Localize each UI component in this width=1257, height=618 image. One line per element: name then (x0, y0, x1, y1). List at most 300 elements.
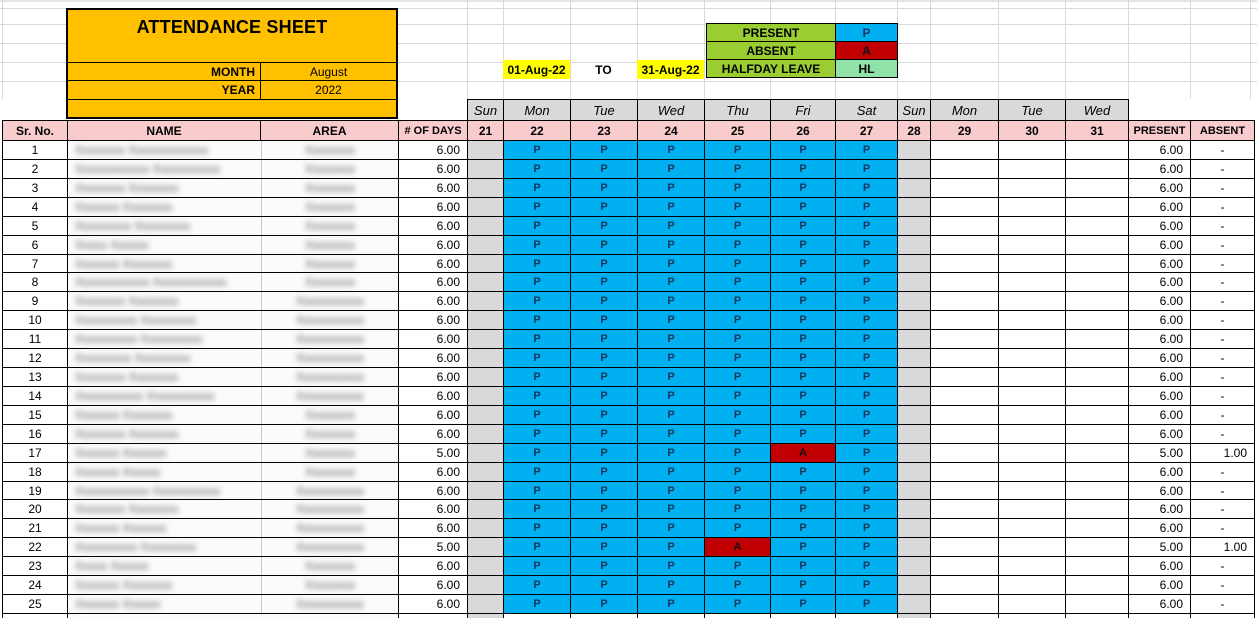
attendance-mark-cell[interactable]: P (503, 367, 571, 387)
column-header-area[interactable]: AREA (260, 120, 399, 141)
sr-cell[interactable]: 12 (2, 348, 68, 368)
weekend-cell[interactable] (897, 216, 931, 236)
empty-day-cell[interactable] (998, 575, 1066, 595)
empty-day-cell[interactable] (930, 329, 999, 349)
sr-cell[interactable]: 7 (2, 254, 68, 273)
attendance-mark-cell[interactable]: P (704, 254, 771, 273)
attendance-mark-cell[interactable]: P (637, 594, 705, 614)
name-area-cell[interactable] (67, 197, 399, 217)
absent-total-cell[interactable]: - (1190, 481, 1255, 500)
empty-day-cell[interactable] (998, 405, 1066, 425)
day-name-cell[interactable]: Tue (570, 99, 638, 121)
attendance-mark-cell[interactable]: P (770, 159, 836, 179)
attendance-mark-cell[interactable]: P (704, 197, 771, 217)
attendance-mark-cell[interactable]: P (637, 462, 705, 482)
name-area-cell[interactable] (67, 443, 399, 463)
weekend-cell[interactable] (467, 235, 504, 255)
name-area-cell[interactable] (67, 537, 399, 557)
attendance-mark-cell[interactable]: P (770, 575, 836, 595)
attendance-mark-cell[interactable]: P (503, 575, 571, 595)
sr-cell[interactable]: 23 (2, 556, 68, 576)
weekend-cell[interactable] (897, 291, 931, 311)
absent-total-cell[interactable]: - (1190, 518, 1255, 538)
name-area-cell[interactable] (67, 216, 399, 236)
attendance-mark-cell[interactable]: P (704, 443, 771, 463)
sr-cell[interactable]: 10 (2, 310, 68, 330)
sr-cell[interactable]: 4 (2, 197, 68, 217)
absent-total-cell[interactable]: - (1190, 424, 1255, 444)
present-total-cell[interactable]: 6.00 (1128, 405, 1191, 425)
month-value-cell[interactable]: August (309, 64, 348, 79)
attendance-mark-cell[interactable]: P (570, 235, 638, 255)
attendance-mark-cell[interactable]: P (770, 367, 836, 387)
empty-day-cell[interactable] (930, 178, 999, 198)
attendance-mark-cell[interactable]: P (503, 216, 571, 236)
year-label-cell[interactable]: YEAR (68, 81, 261, 99)
attendance-mark-cell[interactable]: P (570, 405, 638, 425)
attendance-mark-cell[interactable]: P (770, 386, 836, 406)
attendance-mark-cell[interactable]: A (770, 443, 836, 463)
day-number-cell[interactable]: 22 (503, 120, 571, 141)
attendance-mark-cell[interactable]: P (637, 235, 705, 255)
empty-day-cell[interactable] (998, 481, 1066, 500)
weekend-cell[interactable] (467, 537, 504, 557)
days-cell[interactable]: 6.00 (398, 424, 468, 444)
attendance-mark-cell[interactable]: P (704, 178, 771, 198)
attendance-mark-cell[interactable]: P (637, 329, 705, 349)
attendance-mark-cell[interactable]: P (637, 537, 705, 557)
absent-total-cell[interactable]: - (1190, 556, 1255, 576)
name-area-cell[interactable] (67, 424, 399, 444)
attendance-mark-cell[interactable]: P (637, 424, 705, 444)
weekend-cell[interactable] (897, 405, 931, 425)
sr-cell[interactable]: 9 (2, 291, 68, 311)
attendance-mark-cell[interactable]: P (637, 575, 705, 595)
name-area-cell[interactable] (67, 613, 399, 618)
attendance-mark-cell[interactable]: P (770, 272, 836, 292)
weekend-cell[interactable] (897, 537, 931, 557)
empty-day-cell[interactable] (930, 272, 999, 292)
sr-cell[interactable]: 13 (2, 367, 68, 387)
attendance-mark-cell[interactable]: P (570, 216, 638, 236)
days-cell[interactable]: 5.00 (398, 443, 468, 463)
date-start-cell[interactable]: 01-Aug-22 (503, 60, 570, 79)
empty-day-cell[interactable] (1065, 613, 1129, 618)
weekend-cell[interactable] (897, 424, 931, 444)
attendance-mark-cell[interactable]: P (637, 291, 705, 311)
sr-cell[interactable]: 6 (2, 235, 68, 255)
attendance-mark-cell[interactable]: P (503, 291, 571, 311)
empty-day-cell[interactable] (1065, 424, 1129, 444)
attendance-mark-cell[interactable]: P (570, 348, 638, 368)
days-cell[interactable]: 6.00 (398, 594, 468, 614)
sr-cell[interactable]: 18 (2, 462, 68, 482)
attendance-mark-cell[interactable]: P (704, 424, 771, 444)
empty-day-cell[interactable] (930, 386, 999, 406)
present-total-cell[interactable]: 6.00 (1128, 481, 1191, 500)
empty-day-cell[interactable] (1065, 159, 1129, 179)
column-header-name[interactable]: NAME (67, 120, 261, 141)
empty-day-cell[interactable] (998, 310, 1066, 330)
absent-total-cell[interactable]: - (1190, 575, 1255, 595)
empty-day-cell[interactable] (1065, 556, 1129, 576)
attendance-mark-cell[interactable]: P (704, 310, 771, 330)
weekend-cell[interactable] (897, 481, 931, 500)
column-header-absent[interactable]: ABSENT (1190, 120, 1255, 141)
empty-day-cell[interactable] (998, 329, 1066, 349)
name-area-cell[interactable] (67, 348, 399, 368)
weekend-cell[interactable] (467, 462, 504, 482)
attendance-mark-cell[interactable]: P (835, 216, 898, 236)
attendance-mark-cell[interactable]: P (835, 272, 898, 292)
weekend-cell[interactable] (467, 272, 504, 292)
empty-day-cell[interactable] (1065, 272, 1129, 292)
attendance-mark-cell[interactable]: P (637, 140, 705, 160)
days-cell[interactable]: 6.00 (398, 329, 468, 349)
column-header-sr[interactable]: Sr. No. (2, 120, 68, 141)
absent-total-cell[interactable]: - (1190, 254, 1255, 273)
attendance-mark-cell[interactable]: P (770, 537, 836, 557)
attendance-mark-cell[interactable]: P (637, 159, 705, 179)
attendance-mark-cell[interactable]: P (704, 481, 771, 500)
empty-day-cell[interactable] (930, 310, 999, 330)
empty-day-cell[interactable] (930, 462, 999, 482)
sr-cell[interactable]: 5 (2, 216, 68, 236)
weekend-cell[interactable] (897, 329, 931, 349)
weekend-cell[interactable] (897, 443, 931, 463)
name-area-cell[interactable] (67, 140, 399, 160)
empty-day-cell[interactable] (1065, 462, 1129, 482)
empty-day-cell[interactable] (998, 254, 1066, 273)
name-area-cell[interactable] (67, 291, 399, 311)
empty-day-cell[interactable] (930, 367, 999, 387)
weekend-cell[interactable] (467, 367, 504, 387)
weekend-cell[interactable] (467, 613, 504, 618)
day-name-cell[interactable]: Tue (998, 99, 1066, 121)
attendance-mark-cell[interactable]: P (835, 140, 898, 160)
attendance-mark-cell[interactable]: P (704, 329, 771, 349)
absent-total-cell[interactable]: 1.00 (1190, 537, 1255, 557)
name-area-cell[interactable] (67, 329, 399, 349)
attendance-mark-cell[interactable]: P (637, 367, 705, 387)
attendance-mark-cell[interactable]: P (704, 575, 771, 595)
empty-day-cell[interactable] (1065, 216, 1129, 236)
sr-cell[interactable]: 14 (2, 386, 68, 406)
month-label-cell[interactable]: MONTH (68, 63, 261, 80)
attendance-mark-cell[interactable]: P (503, 348, 571, 368)
present-total-cell[interactable]: 6.00 (1128, 159, 1191, 179)
days-cell[interactable]: 6.00 (398, 216, 468, 236)
empty-day-cell[interactable] (998, 178, 1066, 198)
day-name-cell[interactable]: Mon (930, 99, 999, 121)
empty-day-cell[interactable] (770, 613, 836, 618)
days-cell[interactable] (398, 613, 468, 618)
name-area-cell[interactable] (67, 556, 399, 576)
empty-day-cell[interactable] (1065, 197, 1129, 217)
legend-halfday-code[interactable]: HL (835, 59, 898, 78)
empty-day-cell[interactable] (930, 140, 999, 160)
days-cell[interactable]: 6.00 (398, 386, 468, 406)
attendance-mark-cell[interactable]: P (503, 462, 571, 482)
weekend-cell[interactable] (467, 291, 504, 311)
weekend-cell[interactable] (897, 386, 931, 406)
empty-day-cell[interactable] (1065, 310, 1129, 330)
attendance-mark-cell[interactable]: P (835, 348, 898, 368)
attendance-mark-cell[interactable]: P (503, 499, 571, 519)
empty-day-cell[interactable] (930, 235, 999, 255)
attendance-mark-cell[interactable]: P (503, 310, 571, 330)
attendance-mark-cell[interactable]: P (637, 481, 705, 500)
column-header-days[interactable]: # OF DAYS (398, 120, 468, 141)
column-header-present[interactable]: PRESENT (1128, 120, 1191, 141)
attendance-mark-cell[interactable]: P (835, 159, 898, 179)
name-area-cell[interactable] (67, 159, 399, 179)
attendance-mark-cell[interactable]: P (570, 159, 638, 179)
empty-day-cell[interactable] (1065, 329, 1129, 349)
days-cell[interactable]: 5.00 (398, 537, 468, 557)
attendance-mark-cell[interactable]: P (835, 575, 898, 595)
attendance-mark-cell[interactable]: P (770, 310, 836, 330)
attendance-mark-cell[interactable]: P (835, 424, 898, 444)
attendance-mark-cell[interactable]: P (503, 197, 571, 217)
attendance-mark-cell[interactable]: P (704, 518, 771, 538)
present-total-cell[interactable]: 6.00 (1128, 556, 1191, 576)
legend-absent-code[interactable]: A (835, 41, 898, 60)
empty-day-cell[interactable] (930, 481, 999, 500)
days-cell[interactable]: 6.00 (398, 197, 468, 217)
attendance-mark-cell[interactable]: P (637, 499, 705, 519)
attendance-mark-cell[interactable]: P (704, 499, 771, 519)
attendance-mark-cell[interactable]: P (637, 556, 705, 576)
empty-day-cell[interactable] (998, 613, 1066, 618)
empty-day-cell[interactable] (1065, 235, 1129, 255)
attendance-mark-cell[interactable]: P (503, 424, 571, 444)
name-area-cell[interactable] (67, 594, 399, 614)
absent-total-cell[interactable]: - (1190, 140, 1255, 160)
attendance-mark-cell[interactable]: P (637, 386, 705, 406)
attendance-mark-cell[interactable]: P (503, 235, 571, 255)
present-total-cell[interactable]: 6.00 (1128, 575, 1191, 595)
attendance-mark-cell[interactable]: P (704, 367, 771, 387)
present-total-cell[interactable]: 6.00 (1128, 329, 1191, 349)
empty-day-cell[interactable] (998, 537, 1066, 557)
weekend-cell[interactable] (897, 272, 931, 292)
attendance-mark-cell[interactable]: P (704, 159, 771, 179)
empty-day-cell[interactable] (1065, 140, 1129, 160)
day-number-cell[interactable]: 27 (835, 120, 898, 141)
attendance-mark-cell[interactable]: P (570, 462, 638, 482)
day-name-cell[interactable]: Mon (503, 99, 571, 121)
attendance-mark-cell[interactable]: P (770, 291, 836, 311)
name-area-cell[interactable] (67, 405, 399, 425)
empty-day-cell[interactable] (998, 216, 1066, 236)
weekend-cell[interactable] (467, 310, 504, 330)
attendance-mark-cell[interactable]: P (637, 197, 705, 217)
attendance-mark-cell[interactable]: P (770, 329, 836, 349)
weekend-cell[interactable] (897, 575, 931, 595)
date-end-cell[interactable]: 31-Aug-22 (637, 60, 704, 79)
absent-total-cell[interactable]: - (1190, 178, 1255, 198)
absent-total-cell[interactable]: - (1190, 329, 1255, 349)
empty-day-cell[interactable] (930, 424, 999, 444)
attendance-mark-cell[interactable]: P (570, 329, 638, 349)
empty-day-cell[interactable] (998, 140, 1066, 160)
name-area-cell[interactable] (67, 178, 399, 198)
empty-day-cell[interactable] (1065, 537, 1129, 557)
attendance-mark-cell[interactable]: P (570, 481, 638, 500)
empty-day-cell[interactable] (503, 613, 571, 618)
empty-day-cell[interactable] (704, 613, 771, 618)
sr-cell[interactable] (2, 613, 68, 618)
attendance-mark-cell[interactable]: P (637, 348, 705, 368)
present-total-cell[interactable]: 6.00 (1128, 140, 1191, 160)
empty-day-cell[interactable] (998, 348, 1066, 368)
empty-day-cell[interactable] (998, 272, 1066, 292)
attendance-mark-cell[interactable]: P (704, 291, 771, 311)
attendance-mark-cell[interactable]: A (704, 537, 771, 557)
empty-day-cell[interactable] (1190, 613, 1255, 618)
attendance-mark-cell[interactable]: P (835, 235, 898, 255)
attendance-mark-cell[interactable]: P (637, 216, 705, 236)
day-name-cell[interactable]: Thu (704, 99, 771, 121)
attendance-mark-cell[interactable]: P (570, 499, 638, 519)
sr-cell[interactable]: 2 (2, 159, 68, 179)
weekend-cell[interactable] (467, 424, 504, 444)
weekend-cell[interactable] (897, 594, 931, 614)
attendance-mark-cell[interactable]: P (770, 481, 836, 500)
absent-total-cell[interactable]: - (1190, 594, 1255, 614)
empty-day-cell[interactable] (1065, 499, 1129, 519)
empty-day-cell[interactable] (998, 462, 1066, 482)
empty-day-cell[interactable] (998, 197, 1066, 217)
empty-day-cell[interactable] (930, 613, 999, 618)
weekend-cell[interactable] (897, 310, 931, 330)
day-number-cell[interactable]: 23 (570, 120, 638, 141)
attendance-mark-cell[interactable]: P (503, 443, 571, 463)
weekend-cell[interactable] (897, 197, 931, 217)
days-cell[interactable]: 6.00 (398, 291, 468, 311)
attendance-mark-cell[interactable]: P (570, 254, 638, 273)
attendance-mark-cell[interactable]: P (637, 178, 705, 198)
attendance-mark-cell[interactable]: P (570, 424, 638, 444)
present-total-cell[interactable]: 6.00 (1128, 254, 1191, 273)
sr-cell[interactable]: 3 (2, 178, 68, 198)
weekend-cell[interactable] (897, 462, 931, 482)
weekend-cell[interactable] (467, 254, 504, 273)
empty-day-cell[interactable] (1065, 405, 1129, 425)
legend-present-label[interactable]: PRESENT (706, 23, 836, 42)
days-cell[interactable]: 6.00 (398, 348, 468, 368)
weekend-cell[interactable] (467, 159, 504, 179)
sr-cell[interactable]: 21 (2, 518, 68, 538)
weekend-cell[interactable] (467, 405, 504, 425)
weekend-cell[interactable] (897, 518, 931, 538)
empty-day-cell[interactable] (930, 499, 999, 519)
day-number-cell[interactable]: 26 (770, 120, 836, 141)
present-total-cell[interactable]: 6.00 (1128, 499, 1191, 519)
empty-day-cell[interactable] (930, 405, 999, 425)
sr-cell[interactable]: 22 (2, 537, 68, 557)
attendance-mark-cell[interactable]: P (704, 140, 771, 160)
day-name-cell[interactable]: Wed (1065, 99, 1129, 121)
absent-total-cell[interactable]: 1.00 (1190, 443, 1255, 463)
attendance-mark-cell[interactable]: P (835, 291, 898, 311)
empty-day-cell[interactable] (1065, 254, 1129, 273)
attendance-mark-cell[interactable]: P (503, 140, 571, 160)
sr-cell[interactable]: 20 (2, 499, 68, 519)
attendance-mark-cell[interactable]: P (570, 291, 638, 311)
weekend-cell[interactable] (467, 443, 504, 463)
day-number-cell[interactable]: 29 (930, 120, 999, 141)
attendance-mark-cell[interactable]: P (704, 216, 771, 236)
weekend-cell[interactable] (897, 499, 931, 519)
empty-day-cell[interactable] (930, 594, 999, 614)
attendance-mark-cell[interactable]: P (570, 178, 638, 198)
empty-day-cell[interactable] (998, 291, 1066, 311)
empty-day-cell[interactable] (930, 216, 999, 236)
attendance-mark-cell[interactable]: P (770, 424, 836, 444)
name-area-cell[interactable] (67, 481, 399, 500)
attendance-mark-cell[interactable]: P (835, 367, 898, 387)
attendance-mark-cell[interactable]: P (835, 178, 898, 198)
attendance-mark-cell[interactable]: P (704, 348, 771, 368)
attendance-mark-cell[interactable]: P (637, 310, 705, 330)
attendance-mark-cell[interactable]: P (835, 443, 898, 463)
absent-total-cell[interactable]: - (1190, 462, 1255, 482)
absent-total-cell[interactable]: - (1190, 235, 1255, 255)
attendance-mark-cell[interactable]: P (503, 178, 571, 198)
absent-total-cell[interactable]: - (1190, 348, 1255, 368)
weekend-cell[interactable] (467, 556, 504, 576)
weekend-cell[interactable] (467, 594, 504, 614)
attendance-mark-cell[interactable]: P (570, 575, 638, 595)
attendance-mark-cell[interactable]: P (770, 405, 836, 425)
day-number-cell[interactable]: 31 (1065, 120, 1129, 141)
weekend-cell[interactable] (467, 575, 504, 595)
empty-day-cell[interactable] (1065, 178, 1129, 198)
name-area-cell[interactable] (67, 272, 399, 292)
attendance-mark-cell[interactable]: P (770, 216, 836, 236)
empty-day-cell[interactable] (930, 518, 999, 538)
empty-day-cell[interactable] (930, 537, 999, 557)
attendance-mark-cell[interactable]: P (503, 329, 571, 349)
days-cell[interactable]: 6.00 (398, 499, 468, 519)
name-area-cell[interactable] (67, 462, 399, 482)
attendance-mark-cell[interactable]: P (835, 197, 898, 217)
attendance-mark-cell[interactable]: P (835, 556, 898, 576)
name-area-cell[interactable] (67, 499, 399, 519)
empty-day-cell[interactable] (1065, 348, 1129, 368)
present-total-cell[interactable]: 6.00 (1128, 386, 1191, 406)
sr-cell[interactable]: 15 (2, 405, 68, 425)
weekend-cell[interactable] (467, 140, 504, 160)
empty-day-cell[interactable] (1065, 481, 1129, 500)
weekend-cell[interactable] (897, 159, 931, 179)
attendance-mark-cell[interactable]: P (835, 481, 898, 500)
day-number-cell[interactable]: 25 (704, 120, 771, 141)
weekend-cell[interactable] (897, 254, 931, 273)
weekend-cell[interactable] (897, 178, 931, 198)
attendance-mark-cell[interactable]: P (570, 518, 638, 538)
sr-cell[interactable]: 17 (2, 443, 68, 463)
absent-total-cell[interactable]: - (1190, 367, 1255, 387)
name-area-cell[interactable] (67, 235, 399, 255)
weekend-cell[interactable] (897, 140, 931, 160)
present-total-cell[interactable]: 6.00 (1128, 367, 1191, 387)
absent-total-cell[interactable]: - (1190, 405, 1255, 425)
name-area-cell[interactable] (67, 367, 399, 387)
day-name-cell[interactable]: Sun (467, 99, 504, 121)
